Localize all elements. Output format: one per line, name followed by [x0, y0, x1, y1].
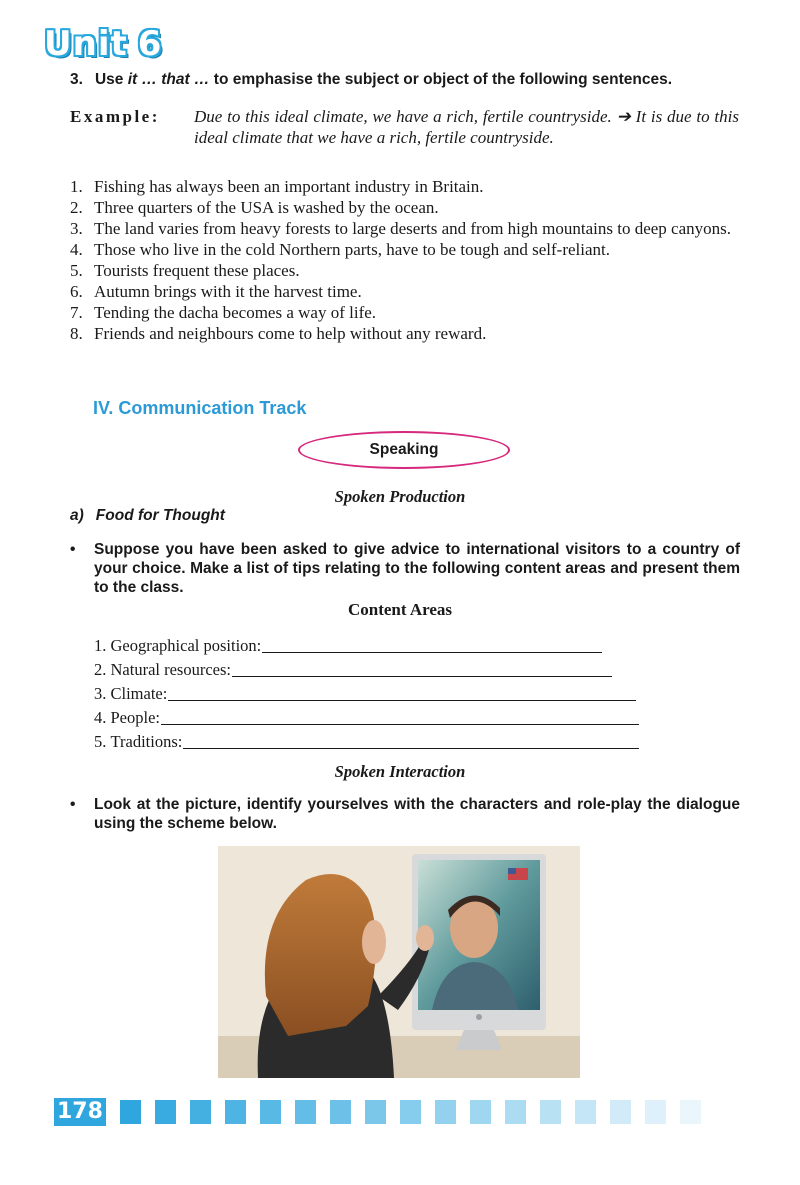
list-item	[70, 260, 736, 281]
footer-square-decoration	[575, 1100, 596, 1124]
answer-line[interactable]	[183, 732, 639, 749]
item-number: 4.	[70, 240, 83, 259]
bullet-text: Suppose you have been asked to give advice to international visitors to a country of your choice. Make a list of tips relating to the following content areas and present them to the class.	[94, 541, 740, 596]
content-area-item	[94, 680, 639, 704]
item-number: 1.	[70, 177, 83, 196]
list-item	[70, 239, 736, 260]
footer-square-decoration	[435, 1100, 456, 1124]
ca-label: Climate:	[110, 684, 168, 703]
section-title: IV. Communication Track	[93, 398, 307, 418]
bullet-advice	[70, 540, 740, 597]
item-text: Tending the dacha becomes a way of life.	[94, 303, 377, 322]
monitor	[412, 854, 546, 1050]
food-for-thought-heading	[70, 507, 225, 525]
content-area-item	[94, 704, 639, 728]
ca-number: 5.	[94, 732, 107, 751]
item-text: Autumn brings with it the harvest time.	[94, 282, 362, 301]
item-text: Tourists frequent these places.	[94, 261, 300, 280]
ca-label: Traditions:	[110, 732, 183, 751]
footer-square-decoration	[190, 1100, 211, 1124]
bullet-dot-icon: •	[70, 796, 76, 813]
item-number: 8.	[70, 324, 83, 343]
ca-label: Geographical position:	[110, 636, 262, 655]
item-text: Fishing has always been an important industry in Britain.	[94, 177, 484, 196]
example-text: Due to this ideal climate, we have a rich, fertile countryside. ➔ It is due to this ideal climate that we have a rich, fertile countryside.	[194, 107, 739, 147]
monitor-stand	[456, 1030, 502, 1050]
ca-number: 4.	[94, 708, 107, 727]
video-call-photo	[218, 846, 580, 1078]
item-number: 6.	[70, 282, 83, 301]
unit-badge	[44, 24, 162, 64]
task-instruction	[70, 71, 750, 89]
food-letter: a)	[70, 507, 84, 524]
speaking-label: Speaking	[369, 441, 439, 458]
speaking-oval	[298, 431, 510, 469]
woman-face	[362, 920, 386, 964]
ca-label: People:	[110, 708, 160, 727]
content-area-item	[94, 728, 639, 752]
list-item	[70, 323, 736, 344]
page-footer	[54, 1098, 701, 1126]
task-text-pre: Use	[94, 71, 128, 88]
bullet-text: Look at the picture, identify yourselves with the characters and role-play the dialogue using the scheme below.	[94, 796, 740, 832]
item-number: 3.	[70, 219, 83, 238]
footer-square-decoration	[365, 1100, 386, 1124]
footer-square-decoration	[645, 1100, 666, 1124]
item-text: Friends and neighbours come to help without any reward.	[94, 324, 487, 343]
footer-square-decoration	[120, 1100, 141, 1124]
ca-number: 3.	[94, 684, 107, 703]
ca-number: 1.	[94, 636, 107, 655]
bullet-dot-icon: •	[70, 541, 76, 558]
page-number: 178	[54, 1098, 106, 1126]
footer-square-decoration	[505, 1100, 526, 1124]
task-text-post: to emphasise the subject or object of the following sentences.	[209, 71, 672, 88]
task-number: 3.	[70, 71, 83, 88]
list-item	[70, 176, 736, 197]
item-number: 7.	[70, 303, 83, 322]
footer-square-decoration	[295, 1100, 316, 1124]
item-number: 5.	[70, 261, 83, 280]
ca-label: Natural resources:	[110, 660, 231, 679]
footer-square-decoration	[470, 1100, 491, 1124]
footer-square-decoration	[680, 1100, 701, 1124]
unit-number: 6	[137, 24, 163, 64]
answer-line[interactable]	[161, 708, 639, 725]
footer-square-decoration	[155, 1100, 176, 1124]
list-item	[70, 302, 736, 323]
footer-square-decoration	[225, 1100, 246, 1124]
item-number: 2.	[70, 198, 83, 217]
list-item	[70, 281, 736, 302]
list-item	[70, 197, 736, 218]
content-area-item	[94, 632, 639, 656]
answer-line[interactable]	[232, 660, 612, 677]
footer-square-decoration	[400, 1100, 421, 1124]
food-title: Food for Thought	[95, 507, 225, 524]
exercise-list	[70, 176, 736, 344]
footer-square-decoration	[540, 1100, 561, 1124]
footer-square-decoration	[260, 1100, 281, 1124]
footer-square-decoration	[610, 1100, 631, 1124]
video-call-illustration	[218, 846, 580, 1078]
content-areas-title: Content Areas	[347, 600, 453, 619]
item-text: The land varies from heavy forests to large deserts and from high mountains to deep canyons.	[94, 219, 732, 238]
content-areas-list	[94, 632, 639, 752]
content-area-item	[94, 656, 639, 680]
item-text: Those who live in the cold Northern parts, have to be tough and self-reliant.	[94, 240, 610, 259]
list-item	[70, 218, 736, 239]
apple-logo-icon	[476, 1014, 482, 1020]
ca-number: 2.	[94, 660, 107, 679]
unit-word: Unit	[44, 24, 128, 64]
spoken-production-heading: Spoken Production	[334, 487, 466, 506]
bullet-roleplay	[70, 795, 740, 833]
example-label: Example:	[70, 107, 160, 126]
spoken-interaction-heading: Spoken Interaction	[334, 762, 466, 781]
item-text: Three quarters of the USA is washed by the ocean.	[94, 198, 439, 217]
answer-line[interactable]	[262, 636, 602, 653]
answer-line[interactable]	[168, 684, 636, 701]
woman-hand	[416, 925, 434, 951]
task-text-it: it … that …	[127, 71, 210, 88]
footer-square-decoration	[330, 1100, 351, 1124]
